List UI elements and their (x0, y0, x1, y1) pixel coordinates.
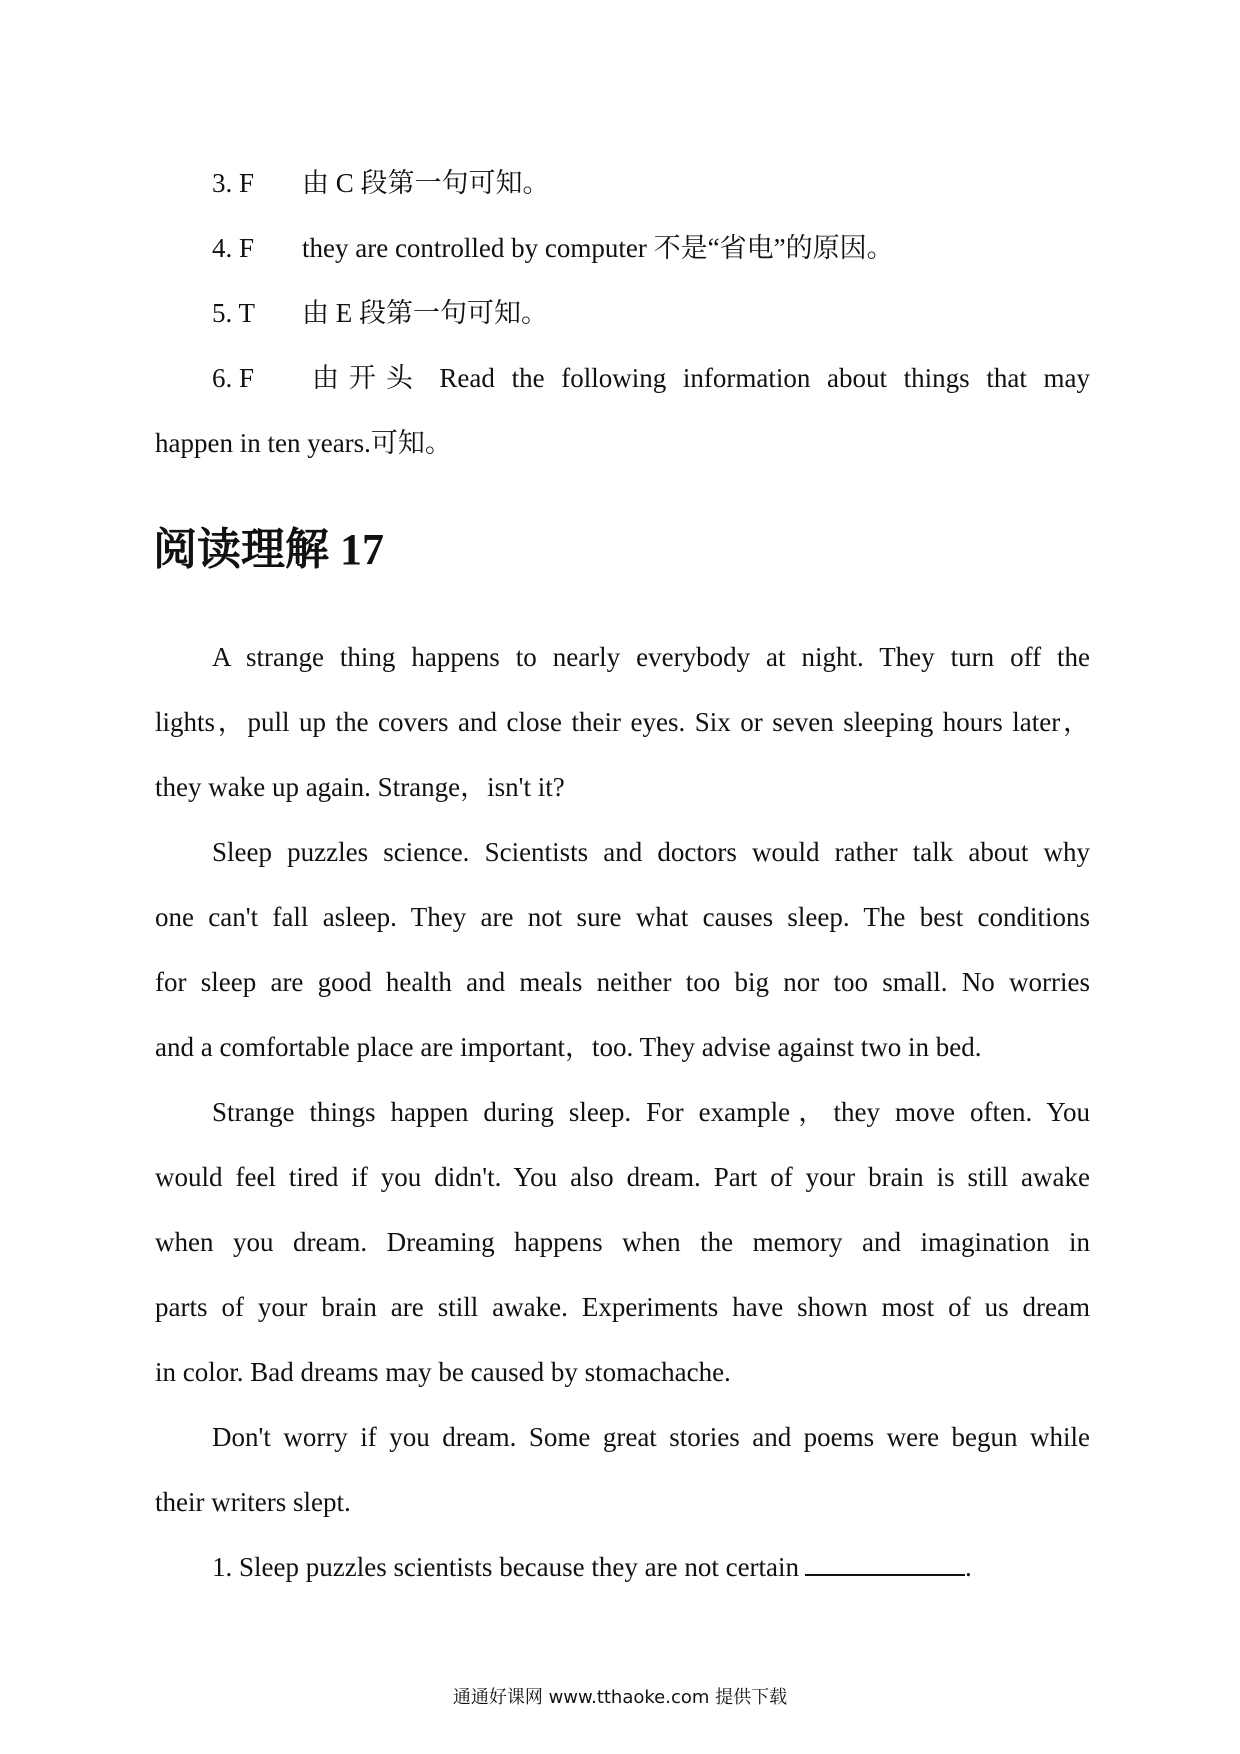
passage-line: would feel tired if you didn't. You also dream. Part of your brain is still awake (155, 1162, 1090, 1192)
passage-line: parts of your brain are still awake. Experiments have shown most of us dream (155, 1292, 1090, 1322)
answer-explanation: 由开头 Read the following information about things that may (312, 363, 1090, 393)
passage-line: Don't worry if you dream. Some great stories and poems were begun while (212, 1422, 1090, 1452)
answer-explanation: they are controlled by computer 不是“省电”的原因。 (302, 233, 894, 263)
passage-line: when you dream. Dreaming happens when the memory and imagination in (155, 1227, 1090, 1257)
passage-line: one can't fall asleep. They are not sure what causes sleep. The best conditions (155, 902, 1090, 932)
section-heading: 阅读理解 17 (153, 525, 384, 574)
passage-line: A strange thing happens to nearly everybody at night. They turn off the (212, 642, 1090, 672)
question-end: . (965, 1552, 972, 1582)
answer-number: 5. T (212, 298, 256, 328)
passage-line: in color. Bad dreams may be caused by stomachache. (155, 1357, 731, 1387)
answer-explanation: 由 E 段第一句可知。 (302, 298, 548, 328)
answer-number: 6. F (212, 363, 255, 393)
passage-line: Sleep puzzles science. Scientists and doctors would rather talk about why (212, 837, 1090, 867)
answer-blank (805, 1550, 965, 1576)
answer-explanation: 由 C 段第一句可知。 (302, 168, 550, 198)
passage-line: lights，pull up the covers and close their eyes. Six or seven sleeping hours later， (155, 707, 1090, 737)
question-text: 1. Sleep puzzles scientists because they are not certain (212, 1552, 800, 1582)
passage-line: for sleep are good health and meals neither too big nor too small. No worries (155, 967, 1090, 997)
answer-number: 4. F (212, 233, 255, 263)
passage-line: their writers slept. (155, 1487, 351, 1517)
passage-line: they wake up again. Strange，isn't it? (155, 772, 565, 802)
question-1 (212, 1550, 972, 1584)
page-footer: 通通好课网 www.tthaoke.com 提供下载 (452, 1687, 788, 1708)
passage-line: Strange things happen during sleep. For example，they move often. You (212, 1097, 1090, 1127)
passage-line: and a comfortable place are important，too. They advise against two in bed. (155, 1032, 982, 1062)
answer-explanation-continued: happen in ten years.可知。 (155, 428, 452, 458)
answer-number: 3. F (212, 168, 255, 198)
